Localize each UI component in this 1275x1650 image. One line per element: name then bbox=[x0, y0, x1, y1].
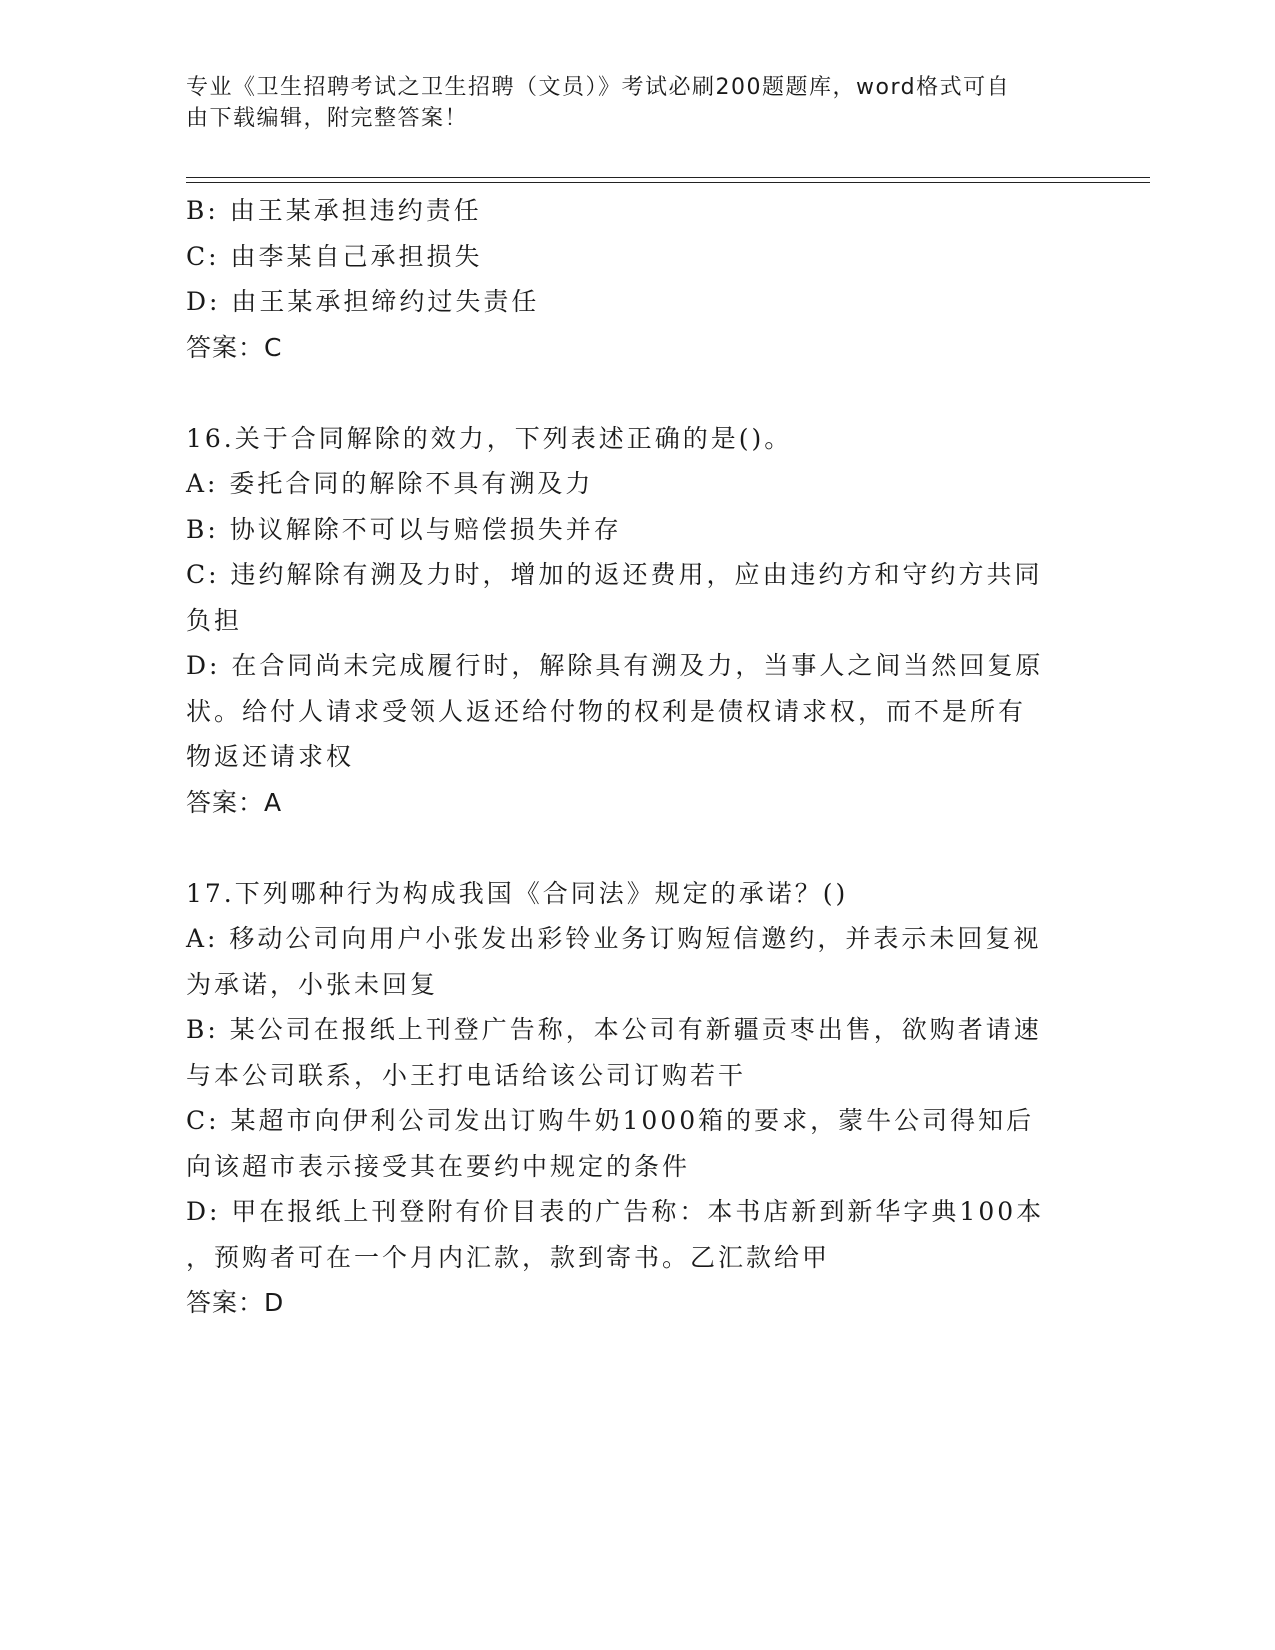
q17-option-c-line-2: 向该超市表示接受其在要约中规定的条件 bbox=[186, 1151, 691, 1181]
q16-option-b: B: 协议解除不可以与赔偿损失并存 bbox=[186, 514, 622, 544]
q15-option-c: C: 由李某自己承担损失 bbox=[186, 241, 483, 271]
q17-question: 17.下列哪种行为构成我国《合同法》规定的承诺？() bbox=[186, 878, 849, 908]
q17-option-d-line-2: ，预购者可在一个月内汇款，款到寄书。乙汇款给甲 bbox=[186, 1242, 831, 1272]
q16-option-c-line-2: 负担 bbox=[186, 605, 243, 635]
q15-option-d: D: 由王某承担缔约过失责任 bbox=[186, 287, 540, 316]
q17-answer: 答案：D bbox=[186, 1288, 285, 1317]
question-16-block bbox=[186, 416, 1076, 826]
question-content bbox=[186, 188, 1076, 1326]
q15-answer: 答案：C bbox=[186, 332, 283, 362]
q16-option-d-line-3: 物返还请求权 bbox=[186, 742, 355, 771]
q15-option-b: B: 由王某承担违约责任 bbox=[186, 196, 482, 225]
question-15-block bbox=[186, 188, 1076, 370]
q17-option-a-line-2: 为承诺，小张未回复 bbox=[186, 969, 439, 999]
q16-question: 16.关于合同解除的效力，下列表述正确的是()。 bbox=[186, 423, 793, 453]
q17-option-c-line-1: C: 某超市向伊利公司发出订购牛奶1000箱的要求，蒙牛公司得知后 bbox=[186, 1106, 1035, 1135]
q17-option-b-line-2: 与本公司联系，小王打电话给该公司订购若干 bbox=[186, 1060, 747, 1090]
header-divider-bottom bbox=[186, 182, 1150, 183]
header-divider-top bbox=[186, 177, 1150, 178]
header-line-2: 由下载编辑，附完整答案！ bbox=[186, 106, 469, 131]
spacer bbox=[186, 825, 1076, 871]
header-line-1: 专业《卫生招聘考试之卫生招聘（文员）》考试必刷200题题库，word格式可自 bbox=[186, 75, 1011, 100]
spacer bbox=[186, 370, 1076, 416]
q16-option-a: A: 委托合同的解除不具有溯及力 bbox=[186, 469, 594, 498]
q17-option-d-line-1: D: 甲在报纸上刊登附有价目表的广告称：本书店新到新华字典100本 bbox=[186, 1197, 1045, 1226]
q17-option-b-line-1: B: 某公司在报纸上刊登广告称，本公司有新疆贡枣出售，欲购者请速 bbox=[186, 1015, 1042, 1044]
q17-option-a-line-1: A: 移动公司向用户小张发出彩铃业务订购短信邀约，并表示未回复视 bbox=[186, 924, 1042, 953]
question-17-block bbox=[186, 871, 1076, 1326]
q16-answer: 答案：A bbox=[186, 787, 283, 817]
q16-option-d-line-2: 状。给付人请求受领人返还给付物的权利是债权请求权，而不是所有 bbox=[186, 696, 1027, 726]
q16-option-c-line-1: C: 违约解除有溯及力时，增加的返还费用，应由违约方和守约方共同 bbox=[186, 560, 1043, 589]
page-header bbox=[186, 72, 1066, 134]
q16-option-d-line-1: D: 在合同尚未完成履行时，解除具有溯及力，当事人之间当然回复原 bbox=[186, 651, 1044, 680]
